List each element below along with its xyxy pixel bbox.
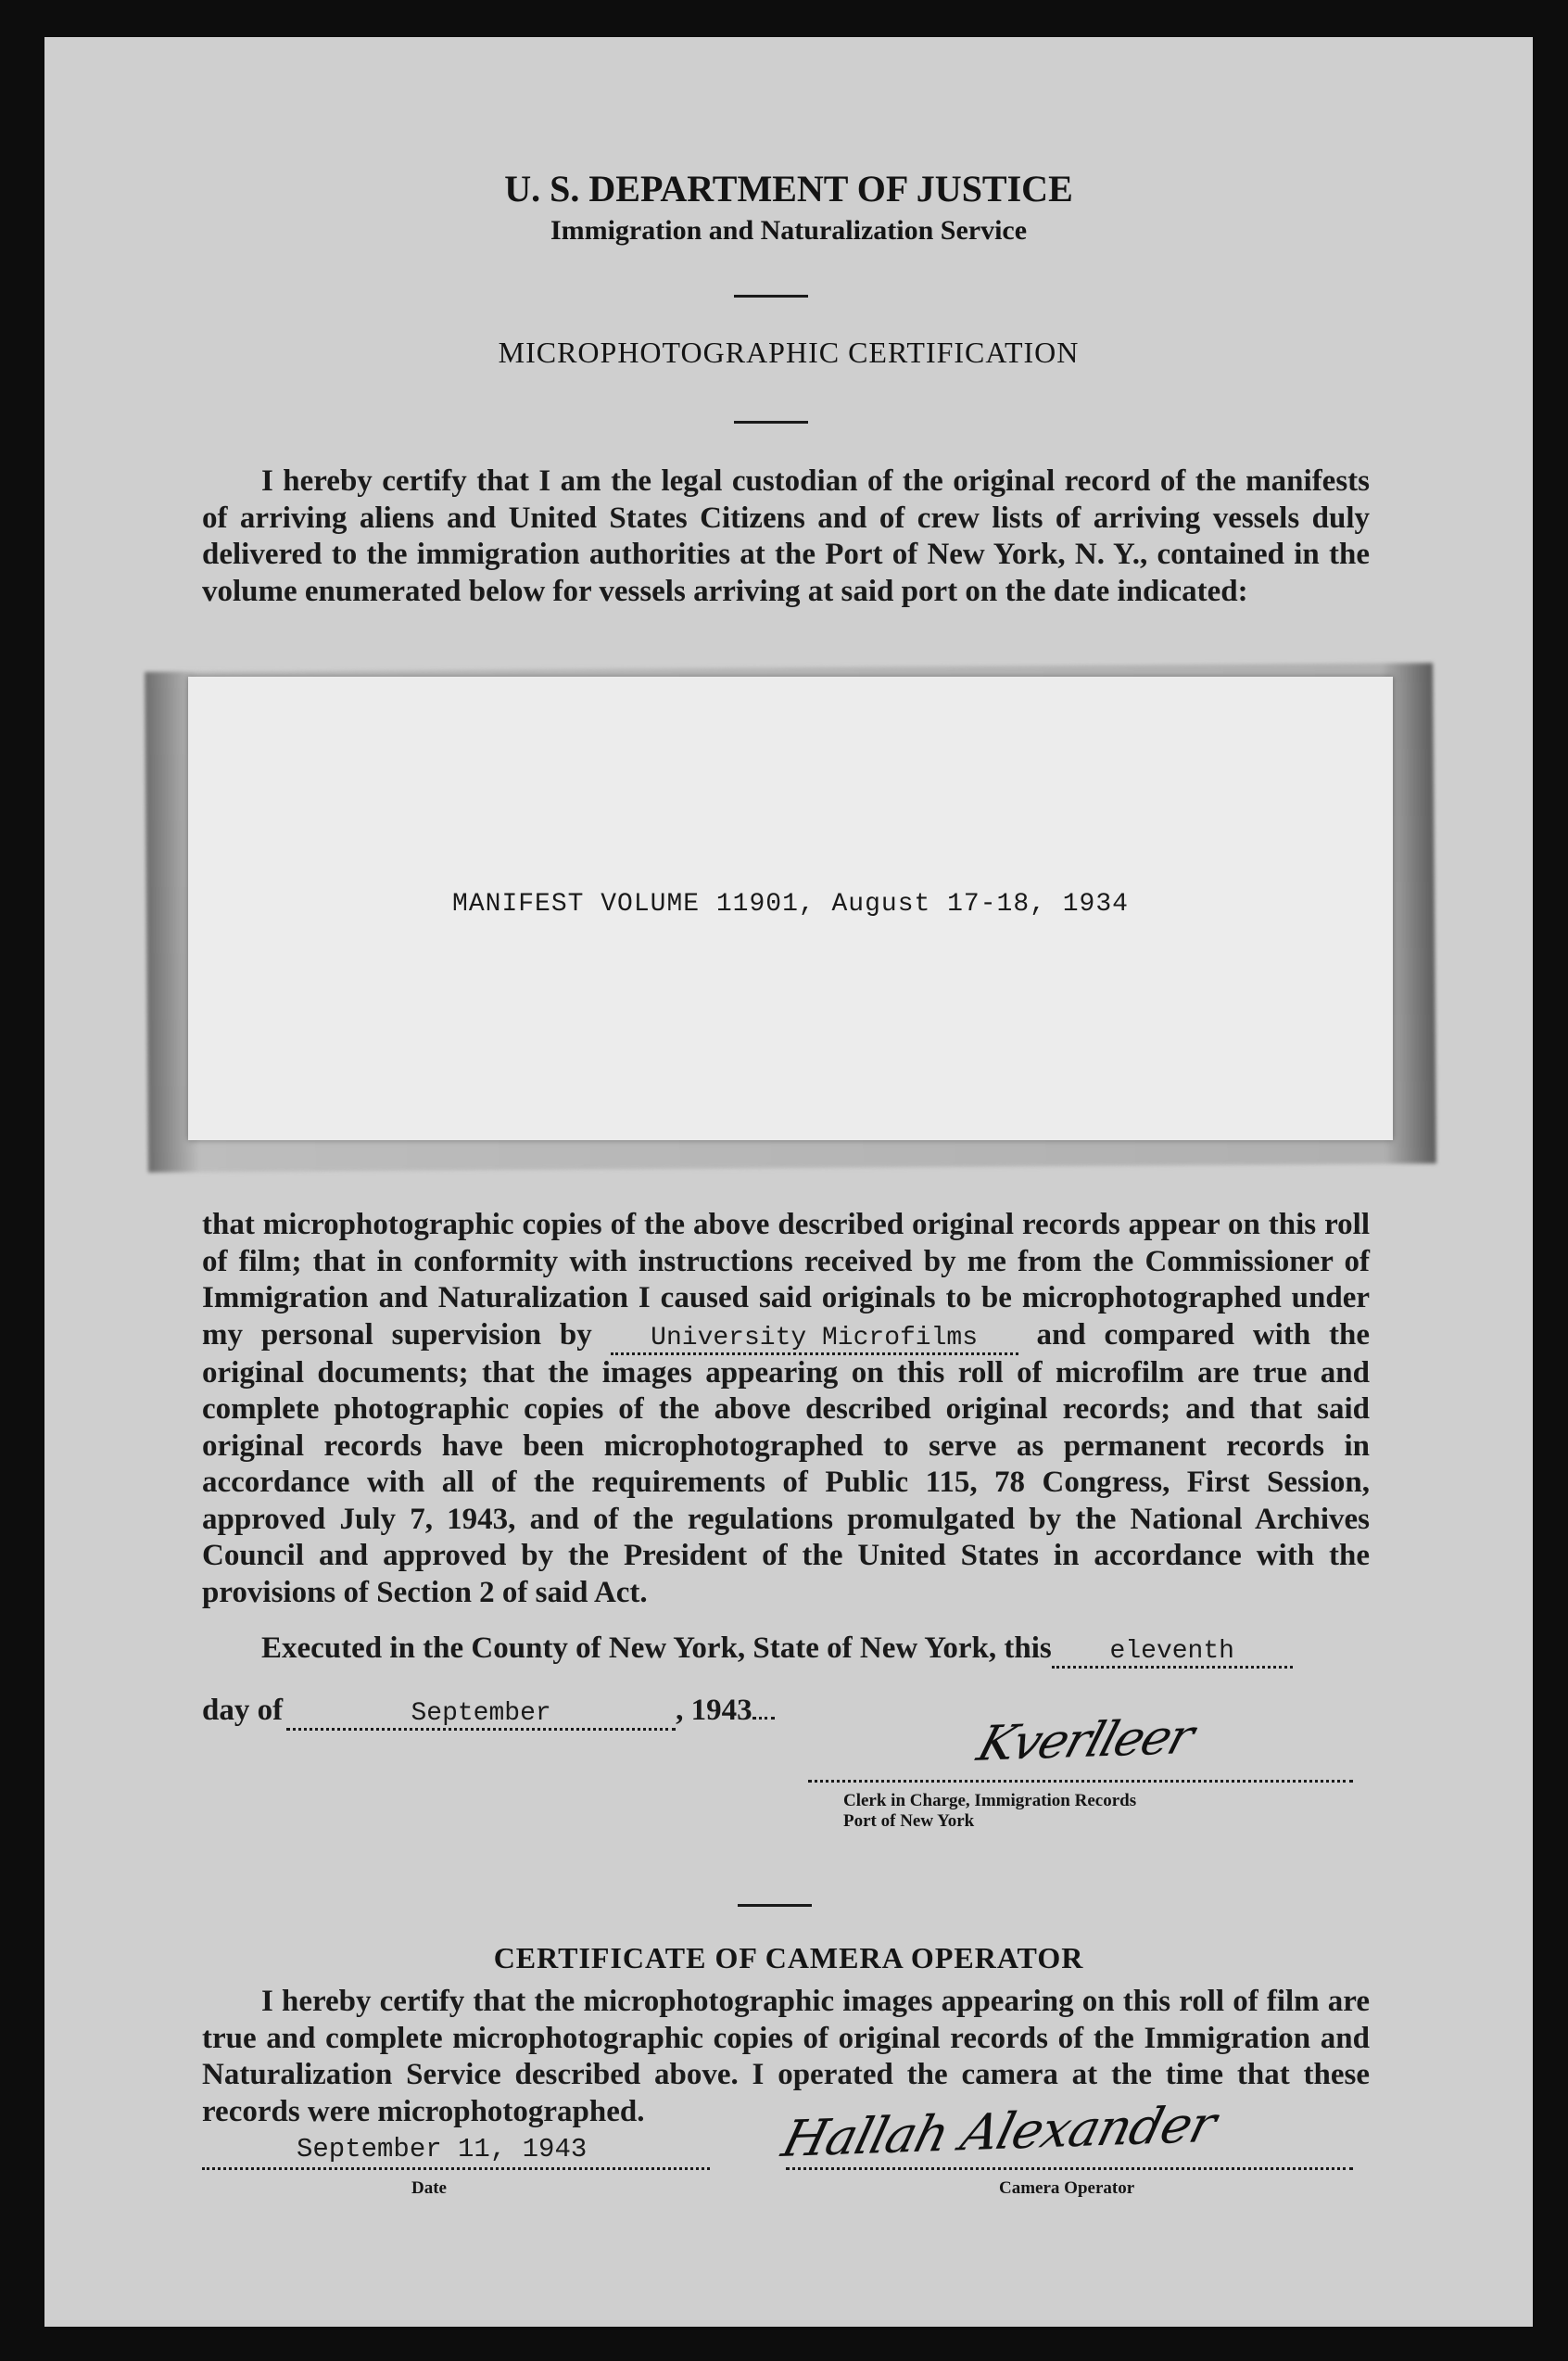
header-divider (734, 295, 808, 298)
intro-text: I hereby certify that I am the legal custodian of the original record of the manifests of arriving aliens and United States Citizens and of crew lists of arriving vessels duly delivered to the immigration authorities at the Port of New York, N. Y., contained in the volume enumerated below for vessels arriving at said port on the date indicated: (202, 464, 1370, 608)
supervisor-name-field: University Microfilms (611, 1325, 1018, 1355)
day-of-line (202, 1694, 775, 1731)
clerk-signature: Kverlleer (971, 1709, 1199, 1772)
section-divider (738, 1904, 812, 1907)
body-paragraph (202, 1207, 1370, 1611)
clerk-signature-line (808, 1780, 1353, 1783)
intro-paragraph (202, 463, 1370, 610)
volume-insert (188, 677, 1393, 1140)
date-line (202, 2167, 710, 2170)
certificate-date-value: September 11, 1943 (297, 2134, 588, 2164)
day-of-label: day of (202, 1694, 284, 1727)
operator-signature: Hallah Alexander (776, 2094, 1222, 2169)
executed-prefix: Executed in the County of New York, State of New York, this (261, 1631, 1052, 1665)
title-divider (734, 421, 808, 424)
manifest-volume-text: MANIFEST VOLUME 11901, August 17-18, 1934 (452, 890, 1129, 919)
executed-day-field: eleventh (1052, 1638, 1293, 1669)
executed-year: , 1943 (676, 1694, 752, 1727)
document-title: MICROPHOTOGRAPHIC CERTIFICATION (498, 336, 1080, 369)
camera-operator-text: I hereby certify that the microphotographic images appearing on this roll of film are true and complete microphotographic copies of original records of the Immigration and Naturalization Service described above. I operated the camera at the time that these records were microphotographed. (202, 1985, 1370, 2128)
certificate-page (44, 37, 1533, 2327)
date-label: Date (411, 2178, 447, 2198)
department-heading: U. S. DEPARTMENT OF JUSTICE (504, 168, 1073, 209)
executed-month-field: September (286, 1700, 676, 1731)
body-text-before-name: that microphotographic copies of the above described original records appear on this roll of film; that in conformity with instructions received by me from the Commissioner of Immigration and Naturalization I caused said originals to be microphotographed under my personal supervision by (202, 1208, 1370, 1352)
operator-signature-line (786, 2167, 1353, 2170)
clerk-title-line2: Port of New York (843, 1811, 975, 1831)
camera-operator-title: CERTIFICATE OF CAMERA OPERATOR (493, 1941, 1084, 1974)
service-subheading: Immigration and Naturalization Service (550, 215, 1028, 246)
clerk-title-line1: Clerk in Charge, Immigration Records (843, 1791, 1137, 1810)
executed-line (261, 1631, 1293, 1669)
body-text-after-name: and compared with the original documents; that the images appearing on this roll of microfilm are true and complete photographic copies of the above described original records; and that said original records have been microphotographed to serve as permanent records in accordance with all of the requirements of Public 115, 78 Congress, First Session, approved July 7, 1943, and of the regulations promulgated by the National Archives Council and approved by the President of the United States in accordance with the provisions of Section 2 of said Act. (202, 1317, 1371, 1609)
operator-label: Camera Operator (999, 2178, 1135, 2198)
